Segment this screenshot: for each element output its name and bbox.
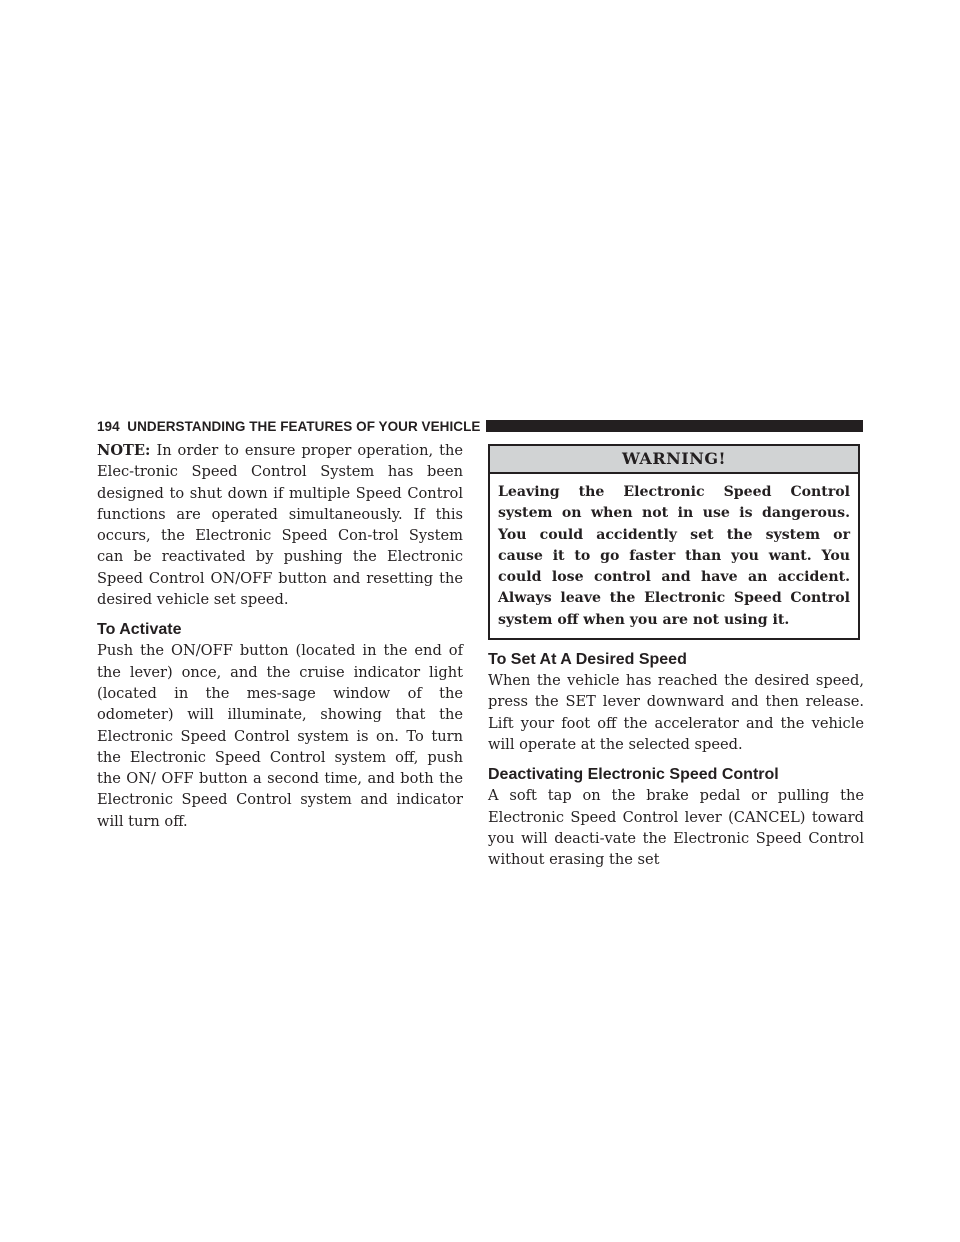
activate-paragraph: Push the ON/OFF button (located in the end of the lever) once, and the cruise indicator light (located in the mes-sage window of the odometer) will illuminate, showing that the Electronic Speed Control system is on. To turn the Electronic Speed Control system off, push the ON/ OFF button a second time, and both the Electronic Speed Control system and indicator will turn off.: [97, 642, 463, 830]
heading-to-activate: To Activate: [97, 621, 182, 639]
left-column: [97, 440, 463, 832]
warning-box: [488, 444, 860, 640]
note-paragraph: [97, 440, 463, 610]
set-speed-paragraph: When the vehicle has reached the desired speed, press the SET lever downward and then release. Lift your foot off the accelerator and the vehicle will operate at the selected speed.: [488, 672, 864, 753]
warning-text: Leaving the Electronic Speed Control system on when not in use is dangerous. You could accidently set the system or cause it to go faster than you want. You could lose control and have an accident. Always leave the Electronic Speed Control system off when you are not using it.: [498, 484, 850, 628]
right-column: [488, 440, 864, 870]
note-text: In order to ensure proper operation, the Elec-tronic Speed Control System has been designed to shut down if multiple Speed Control functions are operated simultaneously. If this occurs, the Electronic Speed Con-trol System can be reactivated by pushing the Electronic Speed Control ON/OFF button and resetting the desired vehicle set speed.: [97, 442, 463, 609]
page-number-and-title: [97, 419, 480, 434]
page-header: [97, 417, 863, 435]
section-title: UNDERSTANDING THE FEATURES OF YOUR VEHICLE: [127, 418, 481, 434]
deactivate-paragraph: A soft tap on the brake pedal or pulling the Electronic Speed Control lever (CANCEL) toward you will deacti-vate the Electronic Speed Control without erasing the set: [488, 787, 864, 869]
heading-set-desired-speed: To Set At A Desired Speed: [488, 651, 687, 669]
page-number: 194: [97, 418, 120, 434]
warning-title: WARNING!: [490, 446, 858, 474]
header-rule: [486, 420, 863, 432]
note-label: NOTE:: [97, 442, 151, 459]
heading-deactivating: Deactivating Electronic Speed Control: [488, 766, 779, 784]
